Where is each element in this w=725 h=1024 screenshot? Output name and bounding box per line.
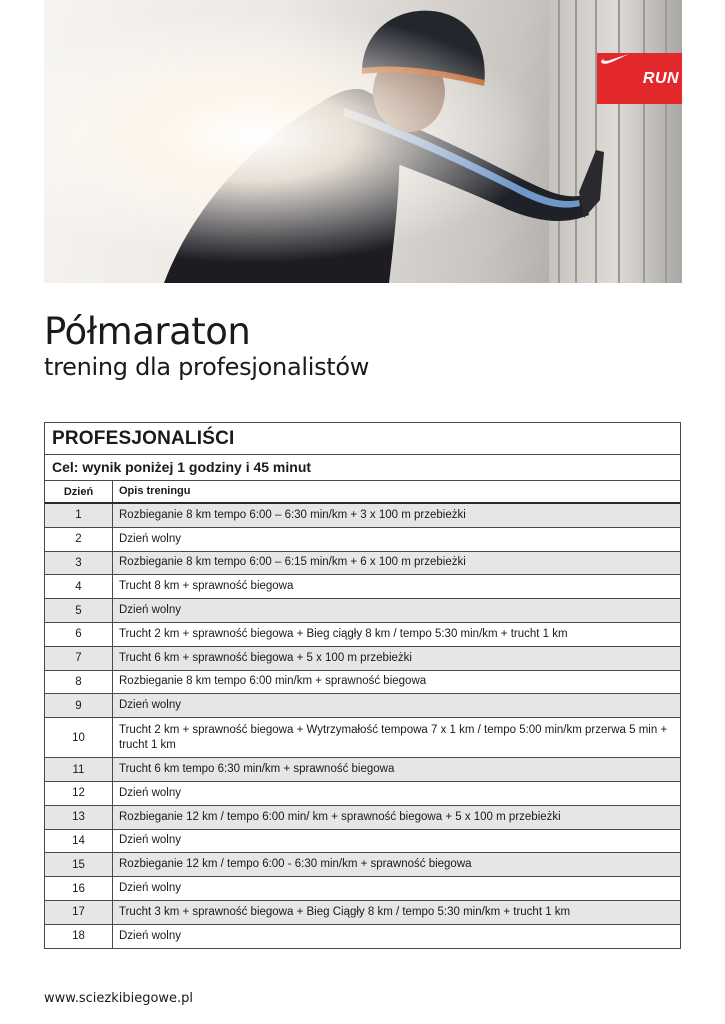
description-cell: Rozbieganie 8 km tempo 6:00 – 6:30 min/km + 3 x 100 m przebieżki: [119, 508, 466, 521]
description-cell: Dzień wolny: [119, 699, 181, 712]
day-cell: 11: [45, 758, 113, 781]
day-cell: 15: [45, 853, 113, 876]
day-cell: 17: [45, 901, 113, 924]
table-row: [45, 528, 680, 552]
table-row: [45, 806, 680, 830]
description-cell: Rozbieganie 12 km / tempo 6:00 - 6:30 min/km + sprawność biegowa: [119, 858, 472, 871]
day-cell: 3: [45, 552, 113, 575]
table-row: [45, 647, 680, 671]
table-row: [45, 623, 680, 647]
day-cell: 16: [45, 877, 113, 900]
page-subtitle: trening dla profesjonalistów: [44, 353, 370, 381]
day-cell: 2: [45, 528, 113, 551]
table-row: [45, 925, 680, 948]
table-row: [45, 830, 680, 854]
table-row: [45, 599, 680, 623]
day-cell: 9: [45, 694, 113, 717]
description-cell: Trucht 6 km tempo 6:30 min/km + sprawność biegowa: [119, 763, 395, 776]
day-cell: 8: [45, 671, 113, 694]
description-cell: Rozbieganie 8 km tempo 6:00 – 6:15 min/km + 6 x 100 m przebieżki: [119, 556, 466, 569]
table-row: [45, 758, 680, 782]
table-row: [45, 853, 680, 877]
column-header-description: Opis treningu: [119, 485, 191, 497]
table-goal: Cel: wynik poniżej 1 godziny i 45 minut: [45, 455, 680, 481]
description-cell: Dzień wolny: [119, 604, 181, 617]
table-row: [45, 782, 680, 806]
day-cell: 4: [45, 575, 113, 598]
day-cell: 12: [45, 782, 113, 805]
day-cell: 1: [45, 504, 113, 527]
table-heading: PROFESJONALIŚCI: [45, 423, 680, 455]
table-row: [45, 877, 680, 901]
table-row: [45, 671, 680, 695]
description-cell: Trucht 6 km + sprawność biegowa + 5 x 100 m przebieżki: [119, 651, 412, 664]
description-cell: Rozbieganie 8 km tempo 6:00 min/km + sprawność biegowa: [119, 675, 427, 688]
hero-photo: [44, 0, 682, 283]
day-cell: 5: [45, 599, 113, 622]
description-cell: Dzień wolny: [119, 929, 181, 942]
table-header-row: [45, 481, 680, 504]
page-title: Półmaraton: [44, 310, 251, 353]
description-cell: Trucht 2 km + sprawność biegowa + Wytrzymałość tempowa 7 x 1 km / tempo 5:00 min/km przerwa 5 min + trucht 1 km: [119, 723, 668, 751]
table-row: [45, 575, 680, 599]
runner-stretching-illustration: [44, 0, 682, 283]
description-cell: Trucht 3 km + sprawność biegowa + Bieg Ciągły 8 km / tempo 5:30 min/km + trucht 1 km: [119, 905, 571, 918]
run-brand-badge: [597, 53, 682, 104]
run-badge-label: RUN: [642, 69, 680, 87]
day-cell: 14: [45, 830, 113, 853]
day-cell: 7: [45, 647, 113, 670]
description-cell: Trucht 8 km + sprawność biegowa: [119, 580, 294, 593]
training-plan-table: [44, 422, 681, 949]
table-row: [45, 694, 680, 718]
table-row: [45, 901, 680, 925]
day-cell: 18: [45, 925, 113, 948]
description-cell: Rozbieganie 12 km / tempo 6:00 min/ km + sprawność biegowa + 5 x 100 m przebieżki: [119, 810, 561, 823]
footer-url: www.sciezkibiegowe.pl: [44, 991, 194, 1006]
description-cell: Dzień wolny: [119, 532, 181, 545]
day-cell: 10: [45, 718, 113, 757]
description-cell: Trucht 2 km + sprawność biegowa + Bieg ciągły 8 km / tempo 5:30 min/km + trucht 1 km: [119, 627, 568, 640]
table-row: [45, 552, 680, 576]
column-header-day: Dzień: [45, 481, 113, 502]
description-cell: Dzień wolny: [119, 786, 181, 799]
day-cell: 13: [45, 806, 113, 829]
table-row: [45, 718, 680, 758]
day-cell: 6: [45, 623, 113, 646]
description-cell: Dzień wolny: [119, 882, 181, 895]
swoosh-icon: [600, 53, 630, 65]
table-row: [45, 504, 680, 528]
description-cell: Dzień wolny: [119, 834, 181, 847]
